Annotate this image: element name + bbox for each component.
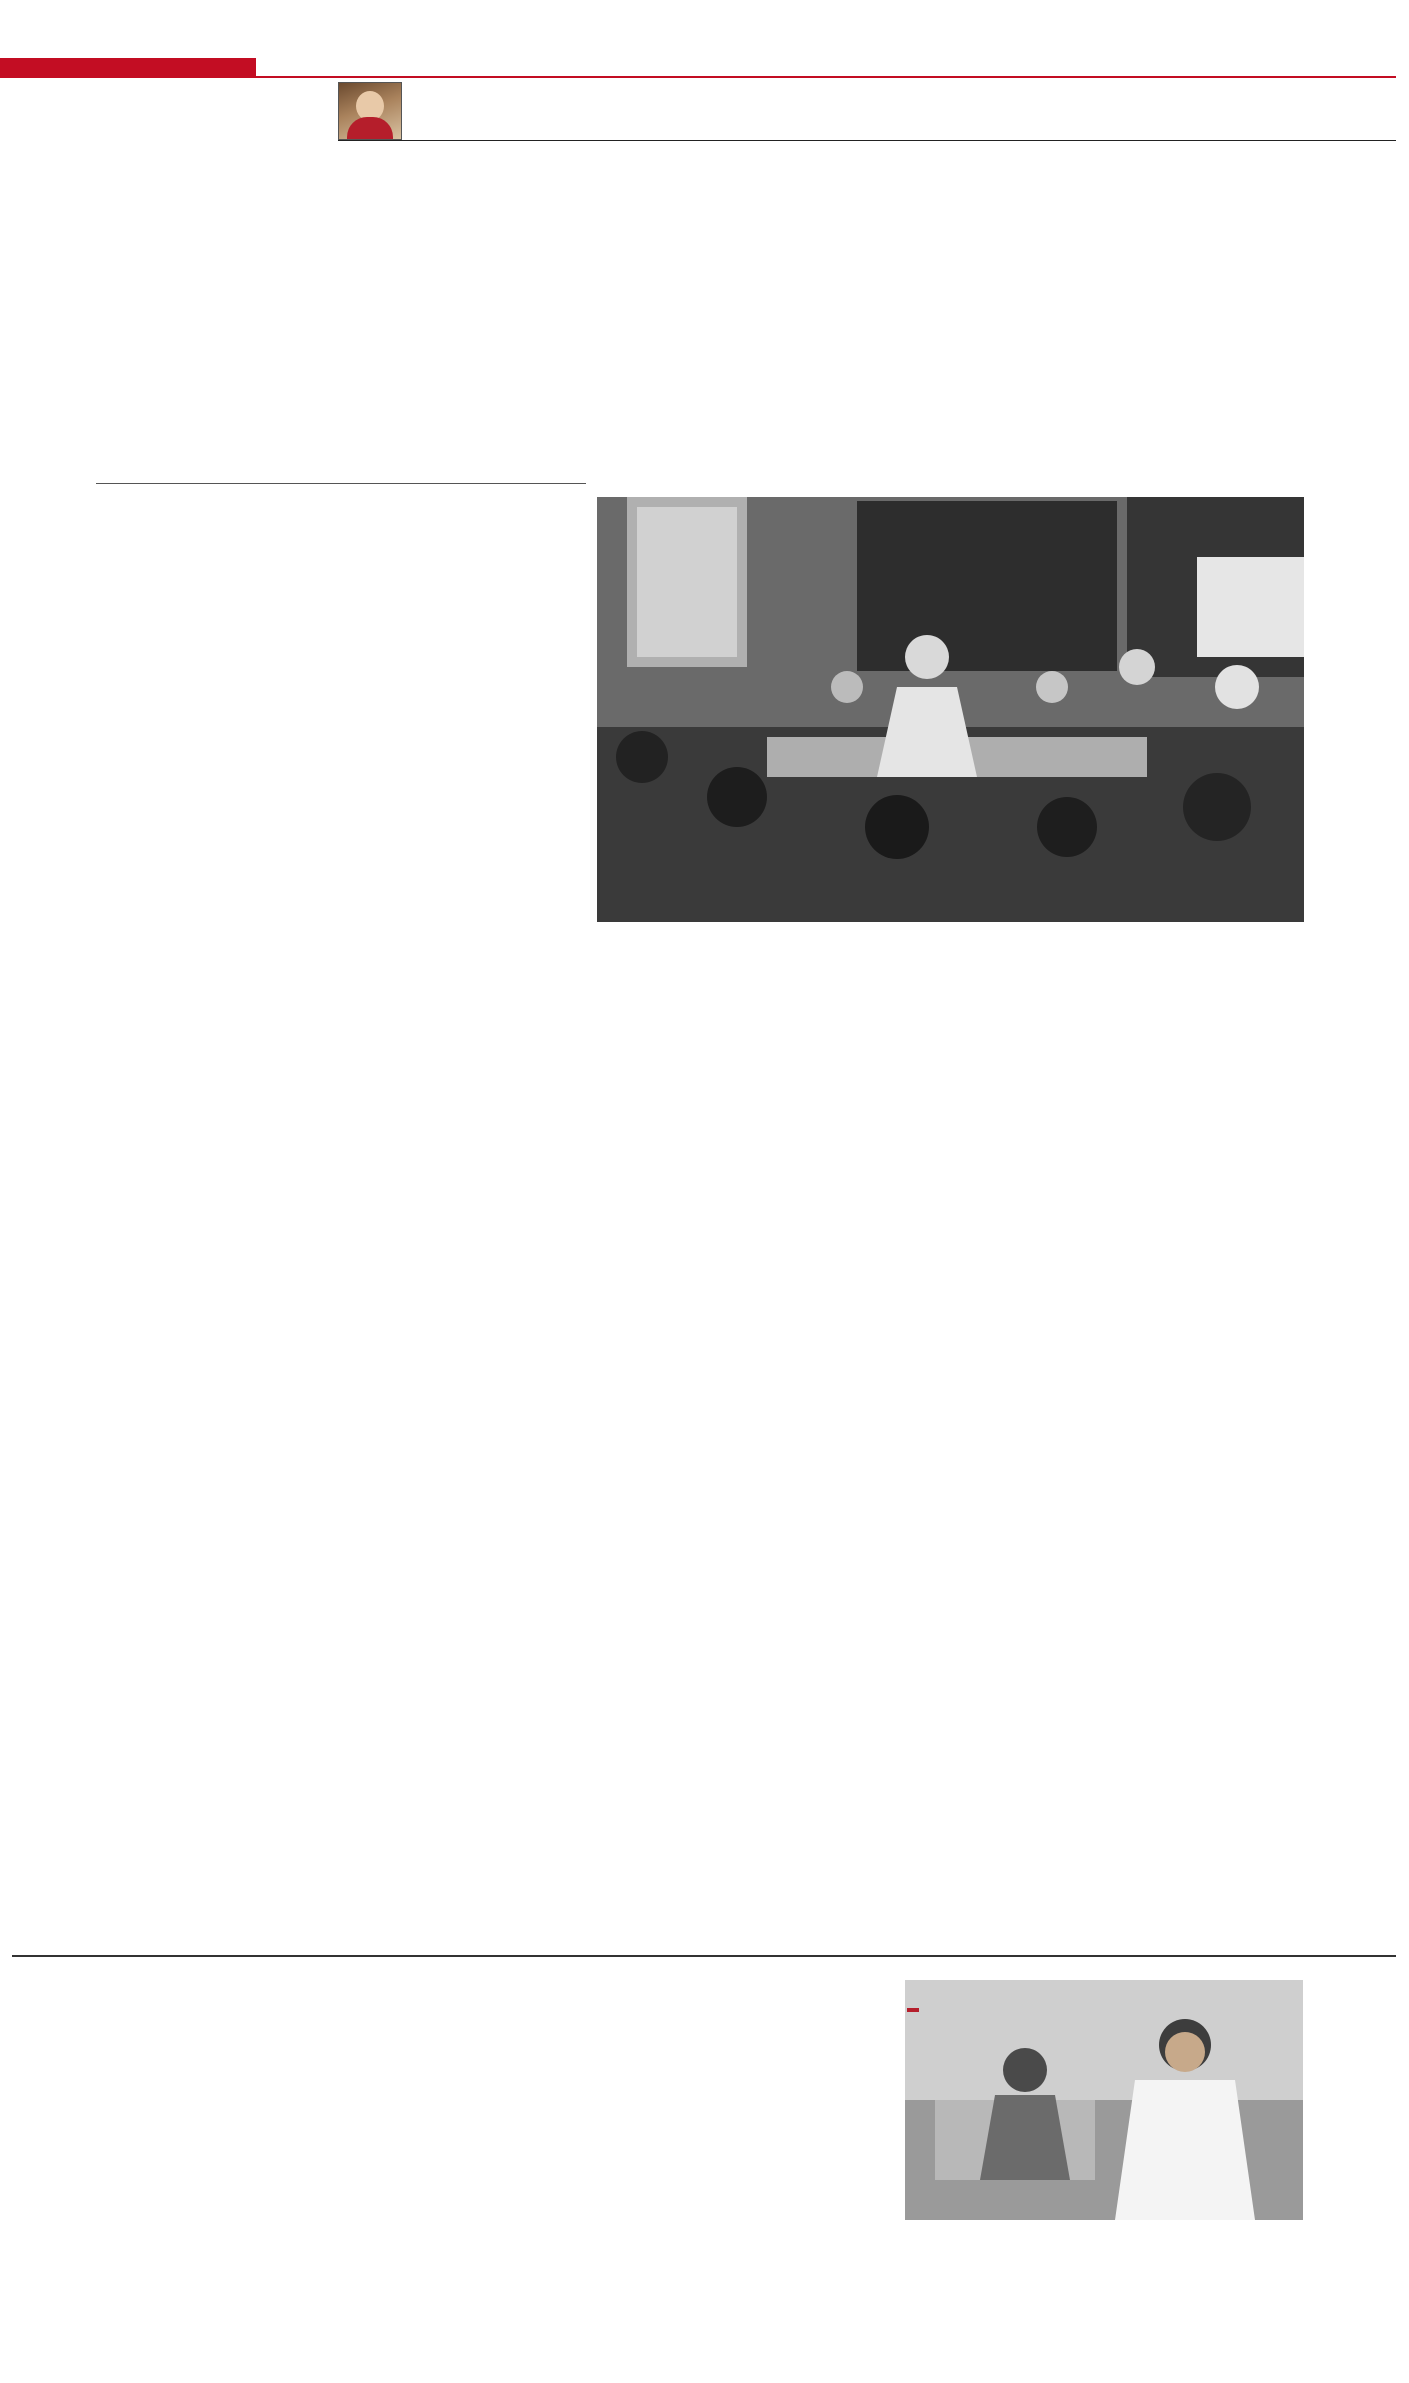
masthead xyxy=(0,0,1409,80)
issue-date xyxy=(1090,22,1102,39)
section-divider xyxy=(12,1955,1396,1957)
classroom-photo xyxy=(597,497,1304,922)
banner-rule xyxy=(338,140,1396,141)
article1-column-5 xyxy=(1083,965,1303,1955)
byline-rule xyxy=(96,483,586,484)
service-desk-sign xyxy=(907,2008,919,2012)
article2-column-3 xyxy=(606,2110,896,2380)
article1-column-4 xyxy=(840,965,1058,1955)
health-check-photo xyxy=(905,1980,1303,2220)
article1-column-2 xyxy=(345,636,570,1956)
article2-column-1 xyxy=(20,2110,310,2380)
health-check-photo-art xyxy=(905,1980,1303,2220)
article1-column-3 xyxy=(597,965,812,1955)
teacher-portrait xyxy=(338,82,402,140)
column-banner xyxy=(338,80,658,140)
article2-column-2 xyxy=(318,2110,598,2380)
classroom-photo-art xyxy=(597,497,1304,922)
article1-column-1 xyxy=(96,647,318,1955)
masthead-red-bar xyxy=(0,58,256,78)
masthead-rule xyxy=(256,76,1396,78)
